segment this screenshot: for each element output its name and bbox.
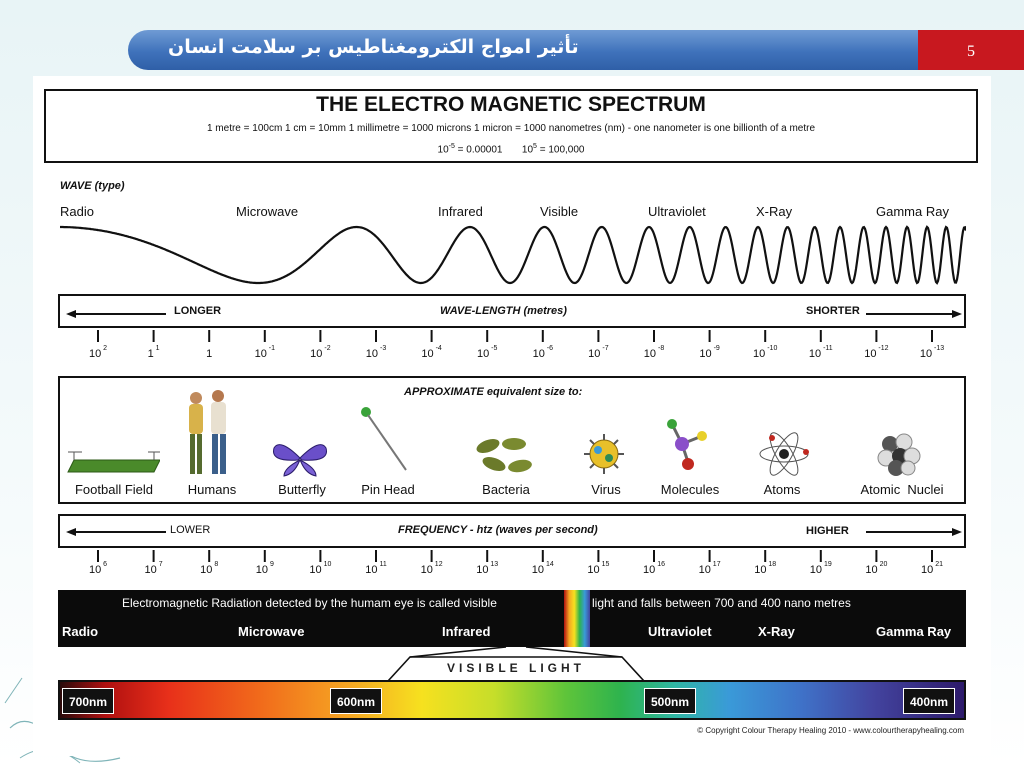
wavelength-tick-label: 10 $^2$ — [88, 345, 108, 360]
frequency-tick-label: 10 $^{10}$ — [309, 561, 332, 576]
frequency-tick-label: 10 $^{20}$ — [865, 561, 888, 576]
wavelength-tick-label: 10 $^{-3}$ — [365, 345, 387, 360]
size-item-label: Molecules — [660, 482, 720, 497]
wavelength-box — [58, 294, 966, 328]
band-label: Microwave — [238, 624, 305, 639]
band-label: X-Ray — [758, 624, 795, 639]
frequency-tick-label: 10 $^{18}$ — [754, 561, 777, 576]
size-item-label: Bacteria — [482, 482, 530, 497]
frequency-tick-label: 10 $^9$ — [255, 561, 274, 576]
frequency-tick-label: 10 $^{14}$ — [531, 561, 554, 576]
frequency-tick-label: 10 $^{17}$ — [698, 561, 721, 576]
wave-type-label: Gamma Ray — [876, 204, 949, 219]
nm-600: 600nm — [330, 688, 382, 714]
frequency-tick-label: 10 $^{15}$ — [587, 561, 610, 576]
visible-gradient-bar — [58, 680, 966, 720]
wave-type-label: Microwave — [236, 204, 299, 219]
spectrum-header — [44, 89, 978, 163]
copyright: © Copyright Colour Therapy Healing 2010 - www.colourtherapyhealing.com — [697, 726, 964, 735]
units-line: 1 metre = 100cm 1 cm = 10mm 1 millimetre = 1000 microns 1 micron = 1000 nanometres (nm) - one nanometer is one billionth of a metre — [206, 123, 816, 134]
size-item-label: Football Field — [74, 482, 154, 497]
frequency-tick-label: 10 $^6$ — [88, 561, 108, 576]
virus-icon — [582, 432, 626, 476]
visible-strip — [564, 590, 590, 647]
wave-type-label: Ultraviolet — [648, 204, 706, 219]
frequency-lower: LOWER — [170, 524, 211, 536]
wavelength-tick-label: 1 — [206, 348, 213, 360]
football-field-icon — [64, 446, 160, 476]
wavelength-longer: LONGER — [174, 305, 222, 317]
frequency-box — [58, 514, 966, 548]
spectrum-title: THE ELECTRO MAGNETIC SPECTRUM — [316, 93, 706, 116]
band-text-left: Electromagnetic Radiation detected by the humam eye is called visible — [122, 596, 497, 610]
wavelength-tick-label: 10 $^{-11}$ — [808, 345, 833, 360]
wavelength-tick-label: 10 $^{-8}$ — [643, 345, 665, 360]
nm-700: 700nm — [62, 688, 114, 714]
nm-400: 400nm — [903, 688, 955, 714]
frequency-tick-label: 10 $^{11}$ — [365, 561, 387, 576]
wave-type-label: X-Ray — [756, 204, 793, 219]
visible-light-label: VISIBLE LIGHT — [446, 661, 585, 675]
left-arrow-icon — [66, 310, 166, 318]
size-item-label: Butterfly — [278, 482, 326, 497]
wave-heading: WAVE (type) — [60, 180, 125, 192]
powers-line: $10^{-5} = 0.00001$ $10^5 = 100,000$ — [437, 143, 585, 156]
frequency-title: FREQUENCY - htz (waves per second) — [398, 524, 598, 536]
right-arrow-icon — [866, 528, 962, 536]
frequency-ticks — [0, 548, 1024, 564]
wavelength-tick-label: 10 $^{-9}$ — [699, 345, 720, 360]
frequency-tick-label: 10 $^{19}$ — [809, 561, 832, 576]
band-label: Gamma Ray — [876, 624, 952, 639]
frequency-tick-label: 10 $^7$ — [144, 561, 163, 576]
wavelength-tick-label: 10 $^{-2}$ — [310, 345, 331, 360]
frequency-tick-label: 10 $^{13}$ — [476, 561, 499, 576]
frequency-higher: HIGHER — [806, 525, 849, 537]
wavelength-tick-label: 10 $^{-6}$ — [532, 345, 554, 360]
left-arrow-icon — [66, 528, 166, 536]
butterfly-icon — [270, 438, 330, 478]
band-text-right: light and falls between 700 and 400 nano metres — [592, 596, 851, 610]
wavelength-title: WAVE-LENGTH (metres) — [440, 305, 567, 317]
wavelength-tick-label: 10 $^{-10}$ — [753, 345, 778, 360]
wave-type-label: Visible — [540, 204, 579, 219]
size-item-label: Humans — [187, 482, 237, 497]
pin-head-icon — [356, 404, 412, 474]
wavelength-tick-label: 10 $^{-4}$ — [421, 345, 442, 360]
sizes-heading: APPROXIMATE equivalent size to: — [404, 386, 583, 398]
radiation-band — [58, 590, 966, 647]
band-label: Infrared — [442, 624, 491, 639]
humans-icon — [180, 386, 240, 478]
wavelength-tick-label: 10 $^{-7}$ — [588, 345, 609, 360]
atomic-nuclei-icon — [874, 430, 924, 476]
wave-graphic — [60, 222, 966, 288]
wavelength-tick-label: 10 $^{-1}$ — [254, 345, 276, 360]
frequency-tick-label: 10 $^{16}$ — [643, 561, 665, 576]
slide-title: تأثیر امواج الکترومغناطیس بر سلامت انسان — [168, 36, 579, 58]
size-item-label: Atoms — [763, 482, 801, 497]
frequency-tick-label: 10 $^{12}$ — [420, 561, 443, 576]
frequency-tick-label: 10 $^{21}$ — [921, 561, 943, 576]
right-arrow-icon — [866, 310, 962, 318]
wavelength-tick-label: 10 $^{-12}$ — [864, 345, 889, 360]
frequency-tick-label: 10 $^8$ — [200, 561, 219, 576]
wavelength-tick-label: 10 $^{-13}$ — [919, 345, 945, 360]
band-label: Radio — [62, 624, 99, 639]
bacteria-icon — [470, 434, 536, 478]
wavelength-shorter: SHORTER — [806, 305, 860, 317]
size-item-label: Virus — [591, 482, 621, 497]
wavelength-tick-label: 10 $^{-5}$ — [476, 345, 498, 360]
size-item-label: Atomic Nuclei — [860, 482, 944, 497]
page-number: 5 — [918, 30, 1024, 70]
slide-title-bar — [128, 30, 918, 70]
wavelength-tick-label: 1 $^1$ — [147, 345, 160, 360]
nm-500: 500nm — [644, 688, 696, 714]
wave-type-label: Radio — [60, 204, 94, 219]
atoms-icon — [756, 430, 812, 478]
wave-type-label: Infrared — [438, 204, 483, 219]
size-item-label: Pin Head — [361, 482, 415, 497]
band-label: Ultraviolet — [648, 624, 712, 639]
molecules-icon — [658, 414, 714, 478]
